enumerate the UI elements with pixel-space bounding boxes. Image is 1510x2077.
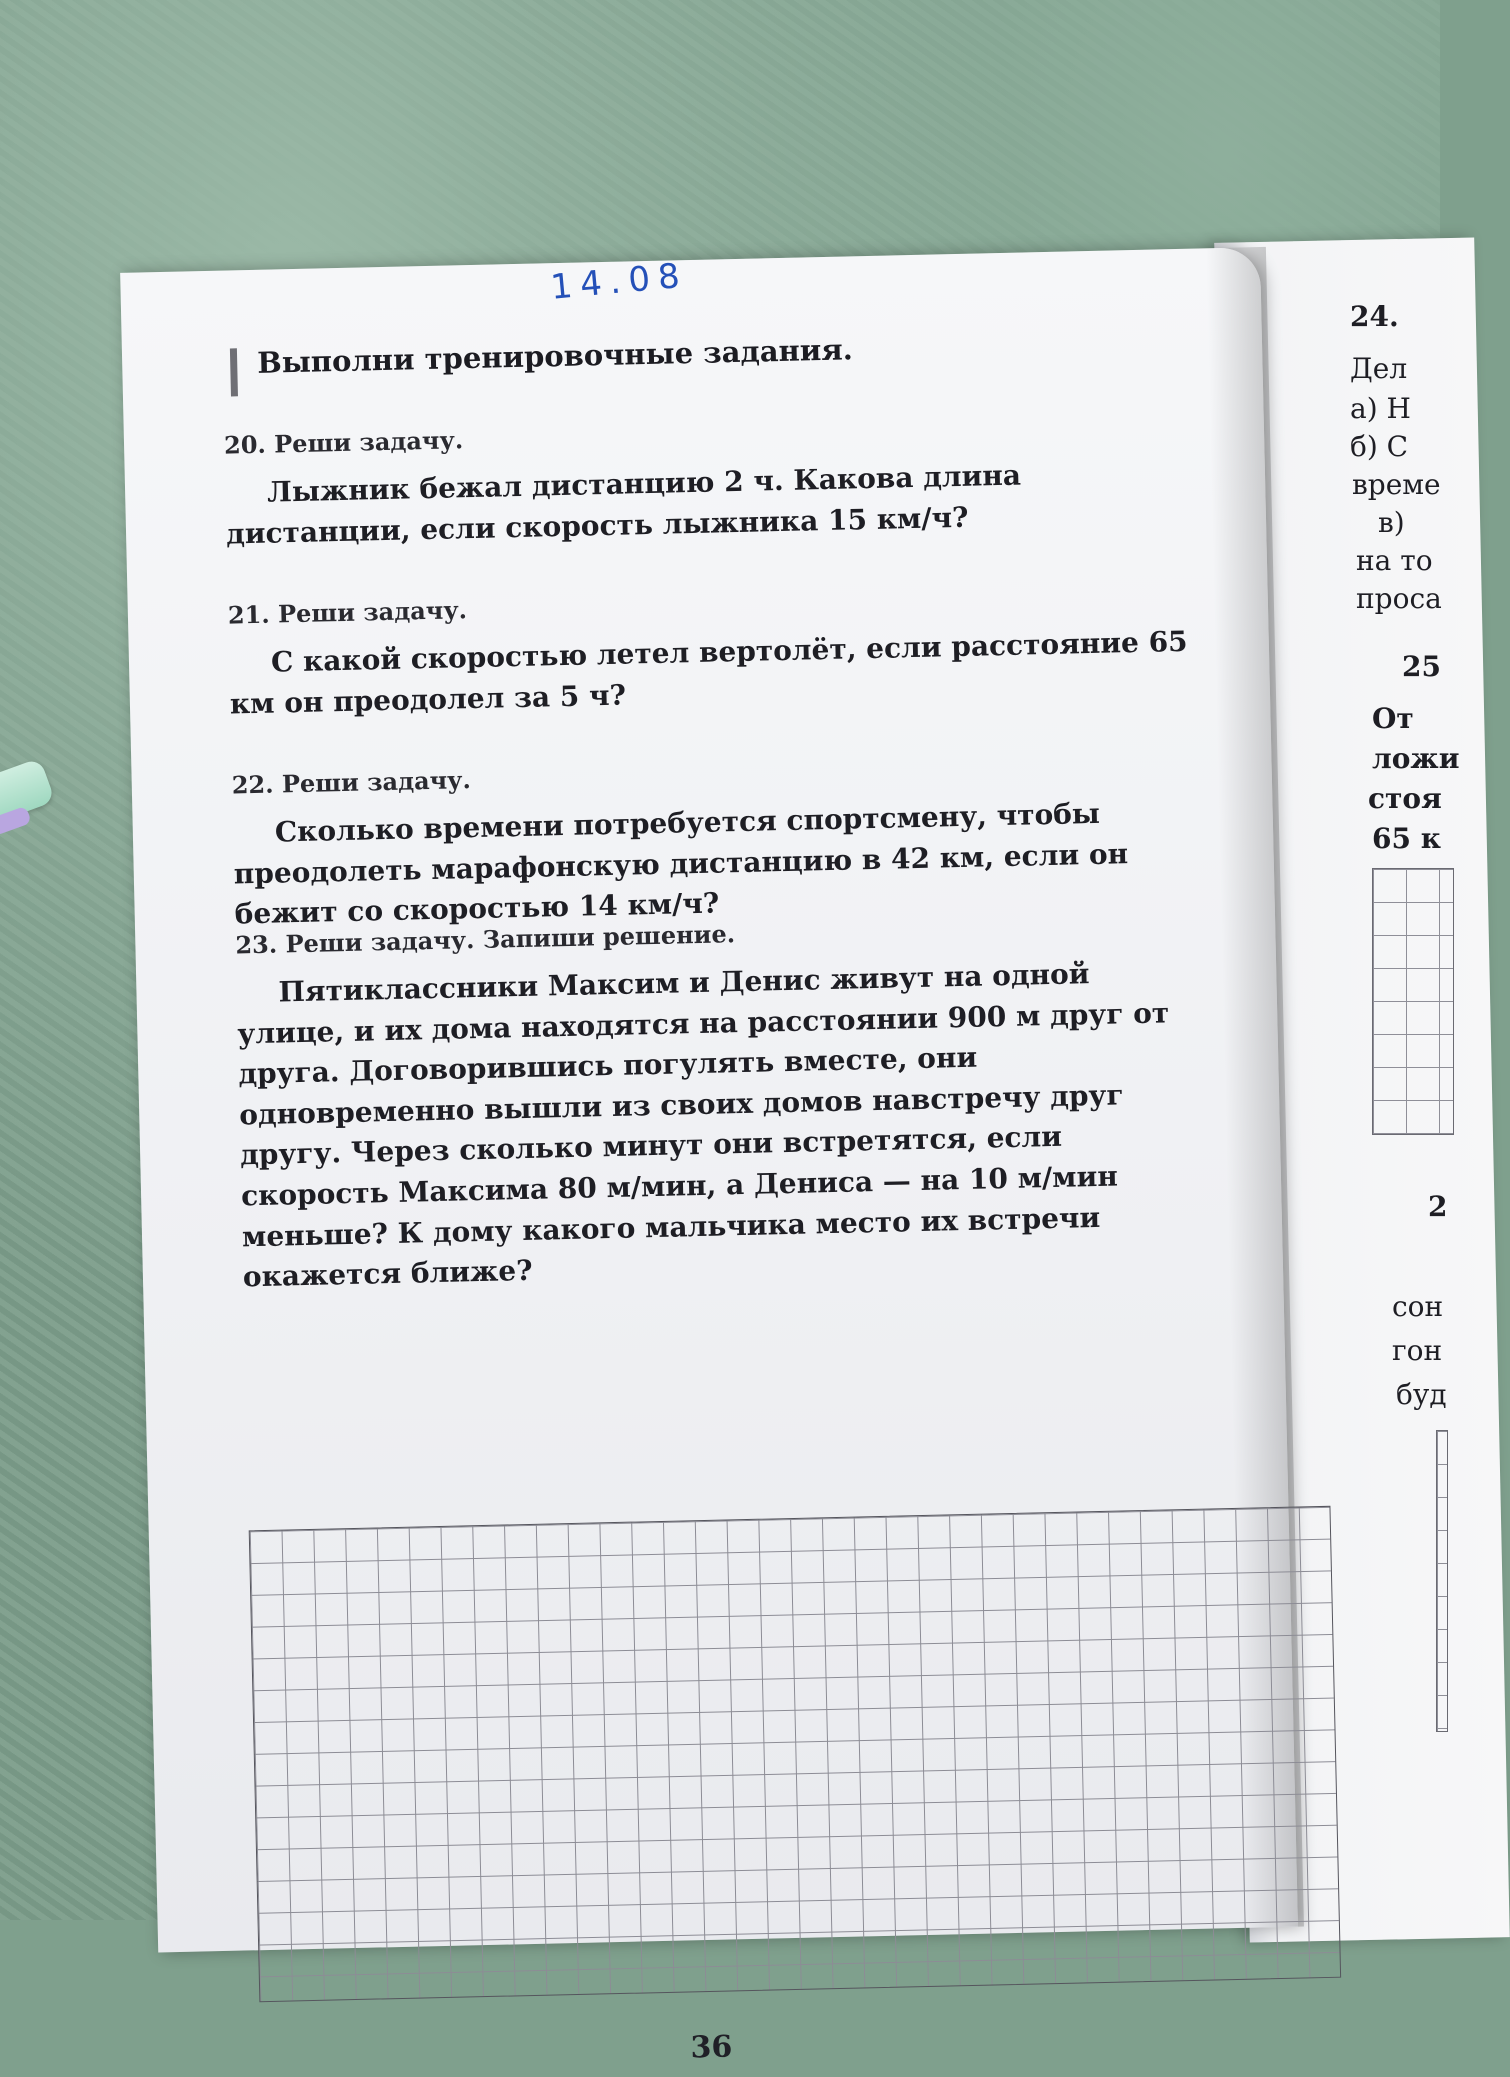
task-instruction: Реши задачу. xyxy=(281,765,472,799)
right-page-grid xyxy=(1372,868,1454,1135)
task-heading xyxy=(231,749,1191,800)
right-page-line: в) xyxy=(1378,506,1405,539)
right-page-line: б) С xyxy=(1350,430,1409,463)
task-number: 21. xyxy=(227,599,271,630)
answer-grid[interactable] xyxy=(249,1506,1341,2002)
task-heading xyxy=(228,579,1188,630)
task-21 xyxy=(228,579,1191,725)
right-page-line: сон xyxy=(1392,1290,1444,1323)
right-page-line: ложи xyxy=(1372,742,1460,775)
task-number: 23. xyxy=(235,929,278,960)
right-page-line: От xyxy=(1372,702,1414,735)
right-page-line: 2 xyxy=(1428,1190,1448,1223)
right-page-line: 25 xyxy=(1402,650,1441,683)
right-page-line: буд xyxy=(1396,1378,1447,1411)
right-page-line: а) Н xyxy=(1350,392,1411,425)
task-number: 22. xyxy=(231,769,274,800)
task-23 xyxy=(235,909,1203,1298)
task-heading xyxy=(224,409,1184,460)
right-page-line: 24. xyxy=(1350,300,1399,333)
task-number: 20. xyxy=(223,429,267,460)
task-instruction: Реши задачу. xyxy=(277,595,468,629)
workbook-page xyxy=(120,247,1298,2066)
right-page-line: време xyxy=(1352,468,1441,501)
section-bar xyxy=(230,348,238,396)
task-text: Лыжник бежал дистанцию 2 ч. Какова длина дистанции, если скорость лыжника 15 км/ч? xyxy=(225,458,1022,551)
right-page-line: 65 к xyxy=(1372,822,1441,855)
task-text: Пятиклассники Максим и Денис живут на одной улице, и их дома находятся на расстоянии 900 м друг от друга. Договорившись погулять вместе, они одновременно вышли из своих домов навстречу друг другу. Через сколько минут они встретятся, если скорость Максима 80 м/мин, а Дениса — на 10 м/мин меньше? К дому какого мальчика место их встречи окажется ближе? xyxy=(237,957,1170,1294)
right-page-grid xyxy=(1436,1430,1448,1732)
section-title: Выполни тренировочные задания. xyxy=(256,332,854,380)
right-page-line: на то xyxy=(1356,544,1433,577)
task-text: С какой скоростью летел вертолёт, если расстояние 65 км он преодолел за 5 ч? xyxy=(229,624,1188,721)
right-page-line: проса xyxy=(1356,582,1442,615)
task-20 xyxy=(224,409,1187,555)
right-page-line: гон xyxy=(1392,1334,1443,1367)
task-text: Сколько времени потребуется спортсмену, чтобы преодолеть марафонскую дистанцию в 42 км, если он бежит со скоростью 14 км/ч? xyxy=(233,796,1129,931)
right-page-line: стоя xyxy=(1368,782,1442,815)
task-22 xyxy=(231,749,1194,936)
task-instruction: Реши задачу. Запиши решение. xyxy=(285,919,736,959)
task-instruction: Реши задачу. xyxy=(273,425,464,459)
handwritten-date: 14.08 xyxy=(548,255,690,308)
right-page-line: Дел xyxy=(1350,352,1408,385)
page-number: 36 xyxy=(690,2029,733,2066)
